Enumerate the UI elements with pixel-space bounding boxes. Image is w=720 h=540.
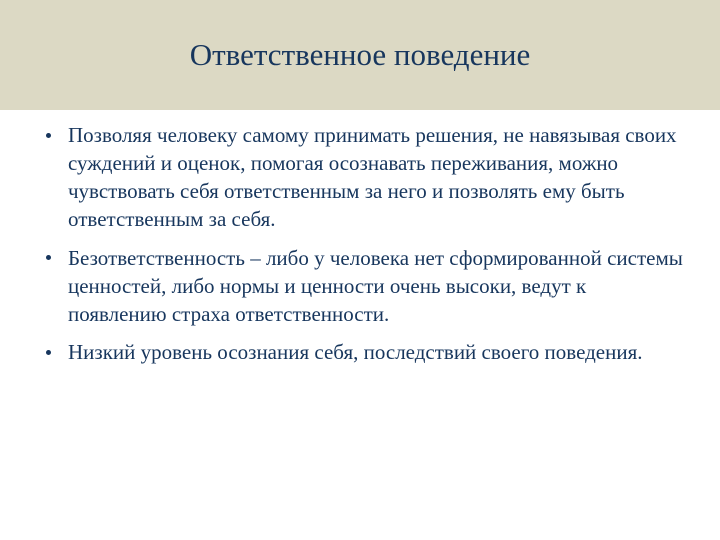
bullet-dot-icon <box>46 255 51 260</box>
title-band <box>0 0 720 110</box>
bullet-list <box>40 122 688 367</box>
page-title: Ответственное поведение <box>189 37 531 73</box>
list-item <box>40 122 688 234</box>
list-item <box>40 339 688 367</box>
bullet-dot-icon <box>46 350 51 355</box>
list-item-text: Низкий уровень осознания себя, последствий своего поведения. <box>68 340 643 365</box>
bullet-dot-icon <box>46 133 51 138</box>
list-item-text: Позволяя человеку самому принимать решения, не навязывая своих суждений и оценок, помогая осознавать переживания, можно чувствовать себя ответственным за него и позволять ему быть ответственным за себя. <box>68 123 677 231</box>
slide-body <box>40 122 688 367</box>
list-item-text: Безответственность – либо у человека нет сформированной системы ценностей, либо нормы и ценности очень высоки, ведут к появлению страха ответственности. <box>68 245 683 326</box>
list-item <box>40 245 688 329</box>
